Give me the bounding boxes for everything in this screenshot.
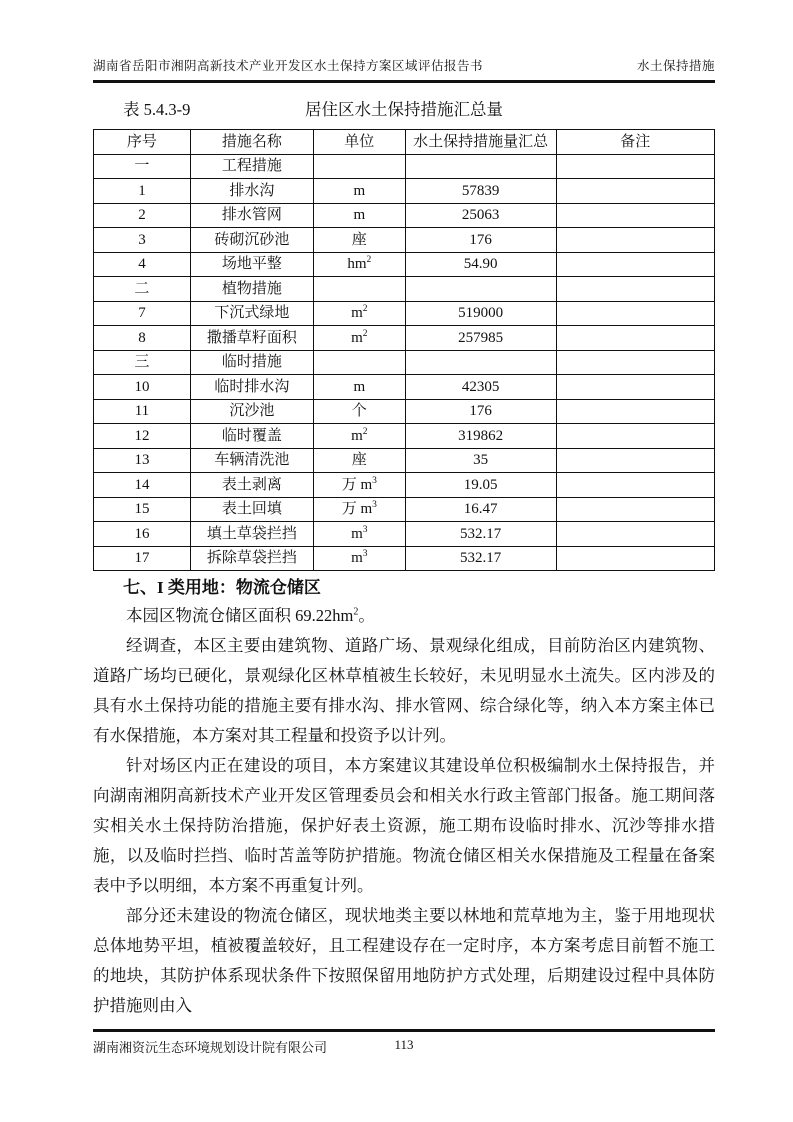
cell-note [556,154,714,179]
table-row [94,375,715,400]
cell-name: 下沉式绿地 [190,301,313,326]
cell-name: 沉沙池 [190,399,313,424]
table-row [94,473,715,498]
section-body [93,601,715,1021]
cell-qty [405,277,556,302]
cell-note [556,497,714,522]
measures-summary-table [93,129,715,571]
cell-note [556,277,714,302]
cell-no: 1 [94,179,191,204]
cell-qty: 176 [405,399,556,424]
footer-rule [93,1029,715,1032]
cell-unit: 座 [313,448,405,473]
table-row [94,228,715,253]
table-header-row [94,130,715,155]
cell-no: 12 [94,424,191,449]
table-body [94,154,715,571]
cell-unit [313,350,405,375]
cell-no: 10 [94,375,191,400]
table-row [94,277,715,302]
paragraph-text: 本园区物流仓储区面积 69.22hm [126,606,354,625]
header-rule [93,80,715,83]
table-caption-label: 表 5.4.3-9 [123,100,191,119]
page-number: 113 [394,1037,414,1052]
table-row [94,399,715,424]
table-row [94,350,715,375]
cell-name: 植物措施 [190,277,313,302]
cell-name: 排水沟 [190,179,313,204]
unit-superscript: 3 [372,500,377,510]
col-header-name: 措施名称 [190,130,313,155]
table-row [94,301,715,326]
paragraph-unbuilt: 部分还未建设的物流仓储区，现状地类主要以林地和荒草地为主，鉴于用地现状总体地势平坦，植被覆盖较好，且工程建设存在一定时序，本方案考虑目前暂不施工的地块，其防护体系现状条件下按照保留用地防护方式处理，后期建设过程中具体防护措施则由入 [93,906,715,1015]
col-header-no: 序号 [94,130,191,155]
cell-note [556,522,714,547]
table-row [94,497,715,522]
cell-name: 排水管网 [190,203,313,228]
cell-qty: 519000 [405,301,556,326]
unit-superscript: 2 [362,304,368,314]
paragraph-area-size [93,601,715,631]
cell-note [556,546,714,571]
cell-qty: 176 [405,228,556,253]
table-row [94,203,715,228]
table-row [94,522,715,547]
cell-unit: 万 $m^3$ [313,497,405,522]
paragraph-text: 。 [358,606,375,625]
paragraph-survey: 经调查，本区主要由建筑物、道路广场、景观绿化组成，目前防治区内建筑物、道路广场均已硬化，景观绿化区林草植被生长较好，未见明显水土流失。区内涉及的具有水土保持功能的措施主要有排水沟、排水管网、综合绿化等，纳入本方案主体已有水保措施，本方案对其工程量和投资予以计列。 [93,636,715,745]
table-row [94,546,715,571]
cell-qty: 42305 [405,375,556,400]
cell-no: 3 [94,228,191,253]
cell-no: 11 [94,399,191,424]
cell-name: 拆除草袋拦挡 [190,546,313,571]
cell-no: 15 [94,497,191,522]
col-header-qty: 水土保持措施量汇总 [405,130,556,155]
section-heading: 七、I 类用地：物流仓储区 [123,578,321,597]
cell-note [556,228,714,253]
cell-note [556,252,714,277]
table-row [94,179,715,204]
cell-no: 14 [94,473,191,498]
cell-name: 填土草袋拦挡 [190,522,313,547]
cell-name: 砖砌沉砂池 [190,228,313,253]
cell-no: 13 [94,448,191,473]
cell-note [556,179,714,204]
cell-name: 临时措施 [190,350,313,375]
cell-unit: 个 [313,399,405,424]
table-row [94,154,715,179]
header-right-title: 水土保持措施 [636,59,715,73]
cell-qty: 257985 [405,326,556,351]
page-header [93,56,715,74]
cell-no: 4 [94,252,191,277]
cell-no: 16 [94,522,191,547]
cell-name: 临时覆盖 [190,424,313,449]
superscript: 2 [353,606,359,618]
cell-unit [313,154,405,179]
unit-superscript: 3 [372,475,377,486]
cell-name: 临时排水沟 [190,375,313,400]
cell-no: 17 [94,546,191,571]
cell-qty: 35 [405,448,556,473]
col-header-unit: 单位 [313,130,405,155]
cell-name: 场地平整 [190,252,313,277]
table-row [94,252,715,277]
cell-qty: 16.47 [405,497,556,522]
unit-superscript: 2 [362,328,368,339]
cell-no: 7 [94,301,191,326]
cell-unit: $m^3$ [313,522,405,547]
cell-unit: m [313,375,405,400]
cell-name: 撒播草籽面积 [190,326,313,351]
cell-unit: 座 [313,228,405,253]
col-header-note: 备注 [556,130,714,155]
cell-unit: 万 $m^3$ [313,473,405,498]
table-row [94,424,715,449]
cell-unit: $hm^2$ [313,252,405,277]
cell-note [556,301,714,326]
cell-qty [405,154,556,179]
cell-qty: 532.17 [405,522,556,547]
cell-unit: m [313,203,405,228]
cell-qty: 25063 [405,203,556,228]
cell-qty: 19.05 [405,473,556,498]
cell-qty: 532.17 [405,546,556,571]
table-row [94,326,715,351]
cell-qty: 319862 [405,424,556,449]
cell-qty: 57839 [405,179,556,204]
cell-note [556,424,714,449]
unit-superscript: 2 [366,255,372,265]
cell-no: 三 [94,350,191,375]
cell-note [556,473,714,498]
cell-unit: m [313,179,405,204]
cell-note [556,350,714,375]
cell-unit [313,277,405,302]
cell-qty: 54.90 [405,252,556,277]
cell-note [556,375,714,400]
cell-name: 表土回填 [190,497,313,522]
cell-name: 工程措施 [190,154,313,179]
paragraph-under-construction: 针对场区内正在建设的项目，本方案建议其建设单位积极编制水土保持报告，并向湖南湘阴高新技术产业开发区管理委员会和相关水行政主管部门报备。施工期间落实相关水土保持防治措施，保护好表土资源，施工期布设临时排水、沉沙等排水措施，以及临时拦挡、临时苫盖等防护措施。物流仓储区相关水保措施及工程量在备案表中予以明细，本方案不再重复计列。 [93,756,715,895]
cell-no: 2 [94,203,191,228]
unit-superscript: 2 [362,426,368,437]
page-footer [93,1029,715,1055]
cell-unit: $m^2$ [313,326,405,351]
cell-no: 8 [94,326,191,351]
footer-company-name: 湖南湘资沅生态环境规划设计院有限公司 [93,1040,328,1055]
unit-superscript: 3 [362,524,368,535]
cell-unit: $m^2$ [313,301,405,326]
cell-no: 二 [94,277,191,302]
table-row [94,448,715,473]
cell-no: 一 [94,154,191,179]
cell-name: 表土剥离 [190,473,313,498]
table-caption [93,96,715,120]
cell-note [556,399,714,424]
unit-superscript: 3 [362,549,368,559]
cell-note [556,326,714,351]
cell-note [556,448,714,473]
cell-unit: $m^2$ [313,424,405,449]
header-left-title: 湖南省岳阳市湘阴高新技术产业开发区水土保持方案区域评估报告书 [93,59,484,73]
cell-note [556,203,714,228]
table-caption-title: 居住区水土保持措施汇总量 [305,100,503,119]
cell-unit: $m^3$ [313,546,405,571]
cell-name: 车辆清洗池 [190,448,313,473]
cell-qty [405,350,556,375]
